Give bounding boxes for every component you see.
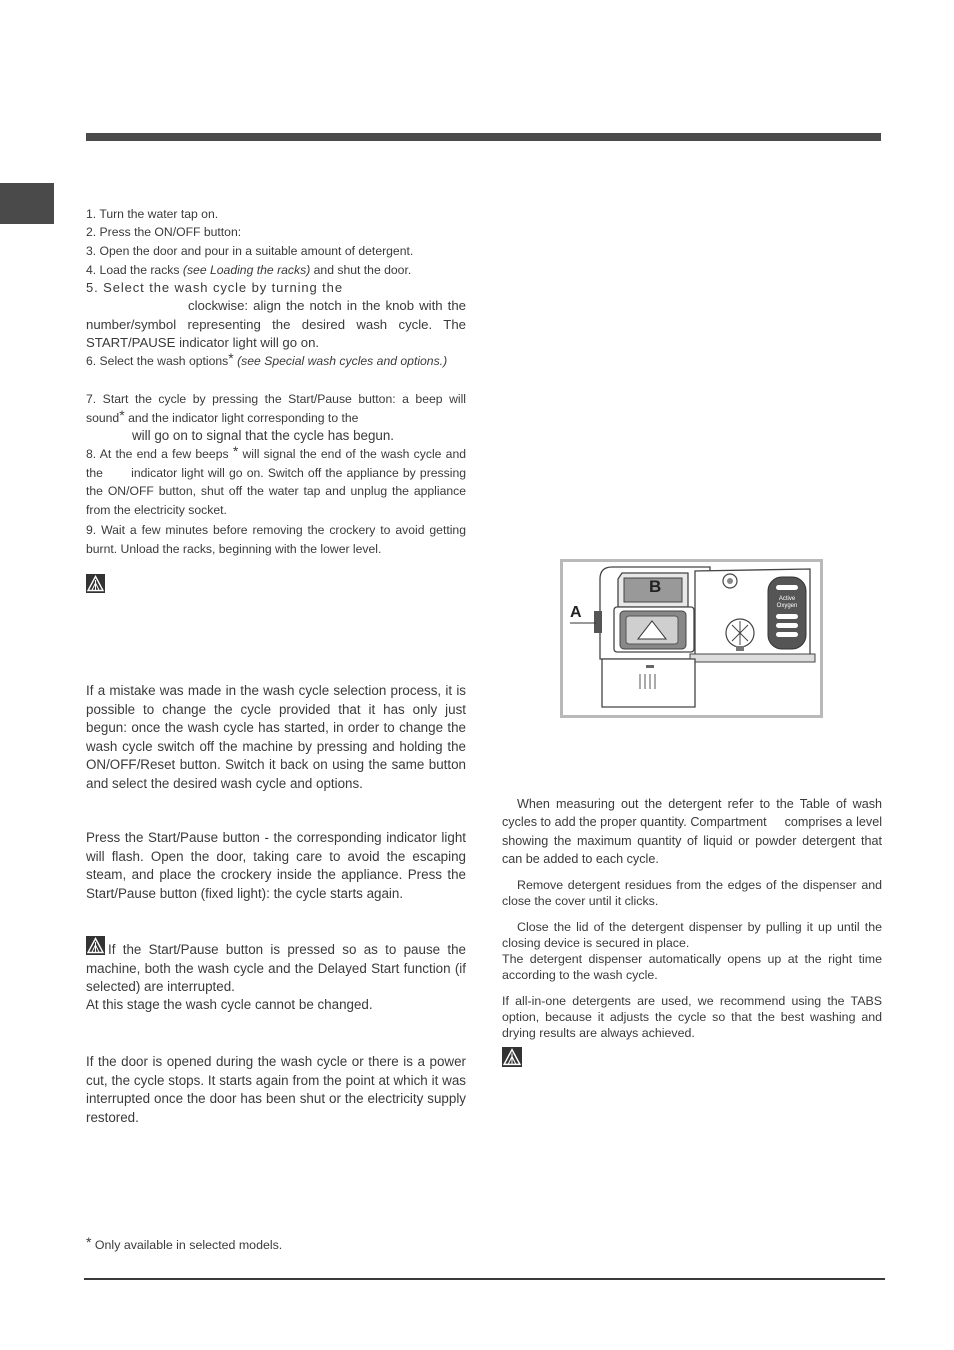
pause-note-text: At this stage the wash cycle cannot be changed. [86,997,373,1012]
step-5b: clockwise: align the notch in the knob with the number/symbol representing the desired wash cycle. The START/PAUSE indicator light will go on. [86,298,466,351]
step-6: 6. Select the wash options* (see Special wash cycles and options.) [86,350,448,368]
step-9: 9. Wait a few minutes before removing the crockery to avoid getting burnt. Unload the racks, beginning with the lower level. [86,523,466,556]
detergent-text-2: Remove detergent residues from the edges of the dispenser and close the cover until it clicks. [502,878,882,908]
step-4: 4. Load the racks (see Loading the racks) and shut the door. [86,263,412,277]
interruption-text: If the door is opened during the wash cycle or there is a power cut, the cycle stops. It starts again from the point at which it was interrupted once the door has been shut or the electricity supply restored. [86,1054,466,1125]
footer-rule [84,1278,885,1280]
step-5a: 5. Select the wash cycle by turning the [86,280,343,295]
warning-triangle-icon [86,574,105,593]
detergent-text-3a: Close the lid of the detergent dispenser by pulling it up until the closing device is secured in place. [502,920,882,950]
step-8: 8. At the end a few beeps * will signal the end of the wash cycle and the indicator light will go on. Switch off the appliance by pressing the ON/OFF button, shut off the water tap and unplug the appliance from the electricity socket. [86,443,467,517]
header-rule [86,133,881,141]
label-oxygen: Oxygen [776,603,798,609]
step-7: 7. Start the cycle by pressing the Start/Pause button: a beep will sound* and the indicator light corresponding to the will go on to signal that the cycle has begun. [86,392,466,444]
add-crockery-text: Press the Start/Pause button - the corresponding indicator light will flash. Open the door, taking care to avoid the escaping steam, and place the crockery inside the appliance. Press the Start/Pause button (fixed light): the cycle starts again. [86,830,466,901]
change-cycle-text: If a mistake was made in the wash cycle selection process, it is possible to change the cycle provided that it has only just begun: once the wash cycle has started, in order to change the wash cycle switch off the machine by pressing and holding the ON/OFF/Reset button. Switch it back on using the same button and select the desired wash cycle and options. [86,683,466,791]
detergent-text-4: If all-in-one detergents are used, we recommend using the TABS option, because it adjusts the cycle so that the best washing and drying results are always achieved. [502,994,882,1040]
label-active: Active [778,596,796,602]
pause-warning-text: If the Start/Pause button is pressed so as to pause the machine, both the wash cycle and the Delayed Start function (if selected) are interrupted. [86,942,466,995]
detergent-text-1: When measuring out the detergent refer to the Table of wash cycles to add the proper quantity. Compartment comprises a level showing the maximum quantity of liquid or powder detergent that can be added to each cycle. [502,797,882,867]
label-b: B [649,577,662,596]
warning-triangle-icon [502,1047,521,1066]
detergent-dispenser-illustration [560,559,823,718]
detergent-text-3b: The detergent dispenser automatically opens up at the right time according to the wash cycle. [502,952,882,982]
step-3: 3. Open the door and pour in a suitable amount of detergent. [86,244,414,258]
footnote: * Only available in selected models. [86,1234,283,1252]
language-tab [0,183,54,224]
step-1: 1. Turn the water tap on. [86,207,219,221]
step-2: 2. Press the ON/OFF button: [86,225,242,239]
label-a: A [570,604,582,621]
